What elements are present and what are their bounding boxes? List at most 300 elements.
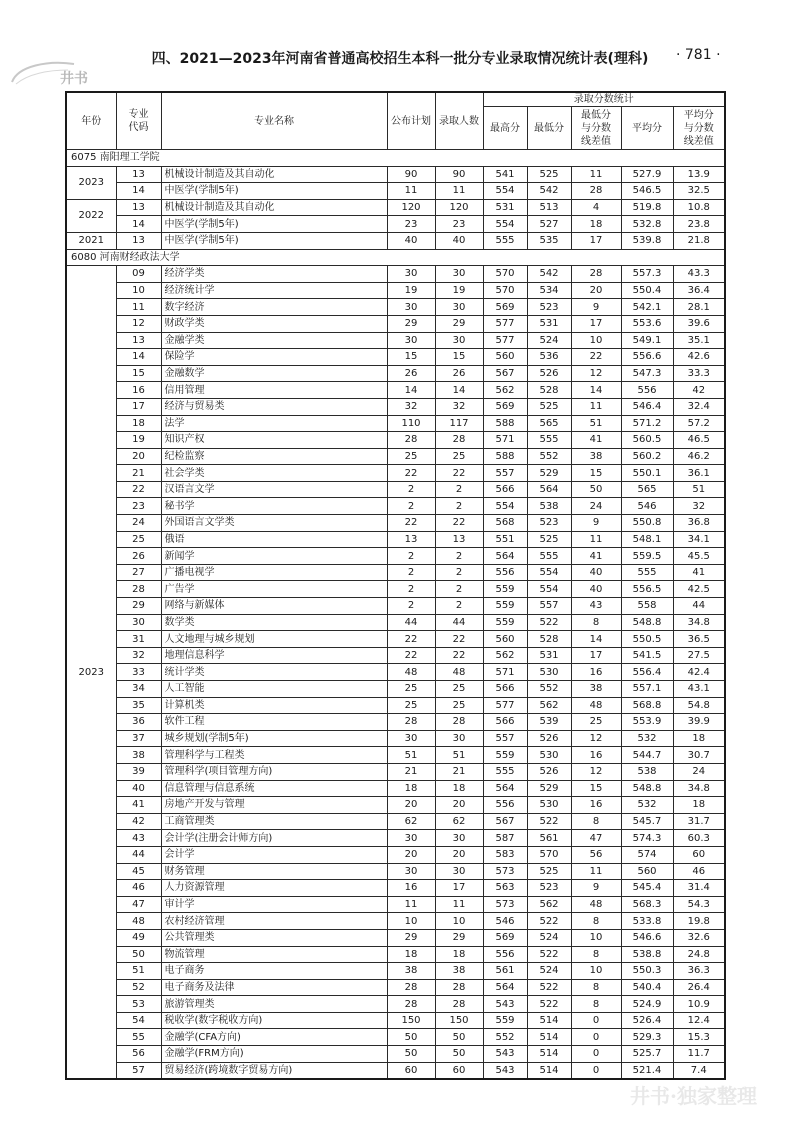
code-cell: 14 [116,216,161,233]
avg-diff-cell: 32 [673,498,725,515]
year-cell: 2021 [66,232,116,249]
major-name-cell: 广播电视学 [161,564,387,581]
max-score-cell: 577 [483,332,527,349]
col-min-diff: 最低分与分数线差值 [571,107,621,150]
admitted-cell: 20 [435,797,483,814]
min-score-cell: 522 [527,813,571,830]
admitted-cell: 2 [435,481,483,498]
max-score-cell: 566 [483,681,527,698]
major-name-cell: 外国语言文学类 [161,515,387,532]
max-score-cell: 571 [483,432,527,449]
major-name-cell: 软件工程 [161,714,387,731]
plan-cell: 25 [387,697,435,714]
table-row [66,531,725,548]
admitted-cell: 22 [435,647,483,664]
table-row [66,1062,725,1079]
avg-score-cell: 524.9 [621,996,673,1013]
max-score-cell: 543 [483,1062,527,1079]
code-cell: 20 [116,448,161,465]
table-row [66,996,725,1013]
major-name-cell: 保险学 [161,349,387,366]
min-score-cell: 528 [527,382,571,399]
admitted-cell: 13 [435,531,483,548]
min-diff-cell: 8 [571,614,621,631]
admitted-cell: 30 [435,863,483,880]
major-name-cell: 中医学(学制5年) [161,232,387,249]
avg-diff-cell: 11.7 [673,1046,725,1063]
plan-cell: 50 [387,1046,435,1063]
max-score-cell: 567 [483,813,527,830]
min-diff-cell: 10 [571,332,621,349]
table-row [66,747,725,764]
avg-score-cell: 549.1 [621,332,673,349]
table-row [66,730,725,747]
code-cell: 45 [116,863,161,880]
min-score-cell: 526 [527,730,571,747]
code-cell: 17 [116,398,161,415]
max-score-cell: 531 [483,199,527,216]
table-row [66,548,725,565]
avg-score-cell: 556.4 [621,664,673,681]
avg-score-cell: 550.8 [621,515,673,532]
avg-score-cell: 542.1 [621,299,673,316]
table-row [66,913,725,930]
min-diff-cell: 40 [571,564,621,581]
plan-cell: 60 [387,1062,435,1079]
admitted-cell: 2 [435,598,483,615]
avg-score-cell: 538.8 [621,946,673,963]
min-score-cell: 523 [527,880,571,897]
code-cell: 12 [116,315,161,332]
avg-score-cell: 538 [621,763,673,780]
max-score-cell: 556 [483,946,527,963]
avg-score-cell: 529.3 [621,1029,673,1046]
avg-score-cell: 574 [621,846,673,863]
admitted-cell: 23 [435,216,483,233]
min-diff-cell: 8 [571,946,621,963]
admitted-cell: 60 [435,1062,483,1079]
plan-cell: 18 [387,946,435,963]
min-score-cell: 570 [527,846,571,863]
col-name: 专业名称 [161,92,387,150]
code-cell: 11 [116,299,161,316]
major-name-cell: 经济与贸易类 [161,398,387,415]
max-score-cell: 556 [483,797,527,814]
min-score-cell: 564 [527,481,571,498]
plan-cell: 19 [387,282,435,299]
min-score-cell: 525 [527,863,571,880]
min-score-cell: 526 [527,365,571,382]
col-admitted: 录取人数 [435,92,483,150]
major-name-cell: 贸易经济(跨境数字贸易方向) [161,1062,387,1079]
code-cell: 14 [116,349,161,366]
code-cell: 40 [116,780,161,797]
admitted-cell: 120 [435,199,483,216]
admitted-cell: 19 [435,282,483,299]
table-row [66,581,725,598]
plan-cell: 2 [387,598,435,615]
major-name-cell: 统计学类 [161,664,387,681]
min-diff-cell: 0 [571,1029,621,1046]
admitted-cell: 117 [435,415,483,432]
plan-cell: 13 [387,531,435,548]
col-min: 最低分 [527,107,571,150]
avg-score-cell: 532.8 [621,216,673,233]
admitted-cell: 18 [435,946,483,963]
admitted-cell: 29 [435,929,483,946]
avg-score-cell: 553.6 [621,315,673,332]
admitted-cell: 50 [435,1029,483,1046]
min-score-cell: 524 [527,929,571,946]
min-diff-cell: 8 [571,979,621,996]
avg-diff-cell: 39.9 [673,714,725,731]
table-row [66,282,725,299]
max-score-cell: 564 [483,979,527,996]
min-diff-cell: 11 [571,531,621,548]
table-body [66,150,725,1080]
avg-diff-cell: 19.8 [673,913,725,930]
avg-score-cell: 574.3 [621,830,673,847]
admitted-cell: 44 [435,614,483,631]
major-name-cell: 汉语言文学 [161,481,387,498]
col-avg: 平均分 [621,107,673,150]
avg-diff-cell: 33.3 [673,365,725,382]
avg-diff-cell: 46 [673,863,725,880]
code-cell: 23 [116,498,161,515]
min-diff-cell: 12 [571,365,621,382]
admitted-cell: 2 [435,581,483,598]
max-score-cell: 573 [483,896,527,913]
table-row [66,465,725,482]
avg-score-cell: 550.4 [621,282,673,299]
admitted-cell: 30 [435,830,483,847]
max-score-cell: 577 [483,315,527,332]
table-row [66,929,725,946]
code-cell: 37 [116,730,161,747]
plan-cell: 32 [387,398,435,415]
min-diff-cell: 17 [571,647,621,664]
min-score-cell: 523 [527,299,571,316]
plan-cell: 22 [387,465,435,482]
major-name-cell: 旅游管理类 [161,996,387,1013]
min-score-cell: 535 [527,232,571,249]
major-name-cell: 会计学(注册会计师方向) [161,830,387,847]
min-diff-cell: 10 [571,963,621,980]
min-diff-cell: 16 [571,797,621,814]
major-name-cell: 管理科学与工程类 [161,747,387,764]
min-diff-cell: 38 [571,448,621,465]
avg-diff-cell: 34.1 [673,531,725,548]
major-name-cell: 财政学类 [161,315,387,332]
min-diff-cell: 51 [571,415,621,432]
min-score-cell: 523 [527,515,571,532]
code-cell: 16 [116,382,161,399]
institution-row [66,150,725,167]
min-diff-cell: 24 [571,498,621,515]
table-row [66,315,725,332]
max-score-cell: 559 [483,1012,527,1029]
major-name-cell: 房地产开发与管理 [161,797,387,814]
avg-diff-cell: 54.3 [673,896,725,913]
major-name-cell: 电子商务及法律 [161,979,387,996]
min-diff-cell: 9 [571,515,621,532]
admitted-cell: 25 [435,681,483,698]
min-score-cell: 528 [527,631,571,648]
admitted-cell: 40 [435,232,483,249]
major-name-cell: 金融学(CFA方向) [161,1029,387,1046]
avg-score-cell: 519.8 [621,199,673,216]
max-score-cell: 541 [483,166,527,183]
plan-cell: 30 [387,332,435,349]
plan-cell: 28 [387,979,435,996]
table-row [66,432,725,449]
major-name-cell: 中医学(学制5年) [161,183,387,200]
table-row [66,199,725,216]
major-name-cell: 人力资源管理 [161,880,387,897]
max-score-cell: 566 [483,481,527,498]
plan-cell: 48 [387,664,435,681]
min-score-cell: 522 [527,979,571,996]
logo-text: 井书 [60,71,88,87]
table-row [66,763,725,780]
admitted-cell: 30 [435,332,483,349]
min-score-cell: 522 [527,614,571,631]
code-cell: 32 [116,647,161,664]
max-score-cell: 588 [483,448,527,465]
major-name-cell: 社会学类 [161,465,387,482]
avg-score-cell: 526.4 [621,1012,673,1029]
avg-diff-cell: 41 [673,564,725,581]
max-score-cell: 559 [483,598,527,615]
plan-cell: 18 [387,780,435,797]
col-year: 年份 [66,92,116,150]
plan-cell: 40 [387,232,435,249]
plan-cell: 2 [387,581,435,598]
code-cell: 33 [116,664,161,681]
min-diff-cell: 41 [571,432,621,449]
min-score-cell: 542 [527,266,571,283]
admitted-cell: 18 [435,780,483,797]
min-score-cell: 522 [527,913,571,930]
min-score-cell: 552 [527,681,571,698]
admitted-cell: 10 [435,913,483,930]
code-cell: 13 [116,232,161,249]
table-row [66,664,725,681]
major-name-cell: 审计学 [161,896,387,913]
min-score-cell: 539 [527,714,571,731]
max-score-cell: 561 [483,963,527,980]
admitted-cell: 30 [435,299,483,316]
min-score-cell: 557 [527,598,571,615]
max-score-cell: 560 [483,631,527,648]
page-number: · 781 · [676,47,721,63]
avg-diff-cell: 15.3 [673,1029,725,1046]
table-row [66,946,725,963]
avg-diff-cell: 36.3 [673,963,725,980]
code-cell: 13 [116,332,161,349]
code-cell: 57 [116,1062,161,1079]
avg-score-cell: 568.3 [621,896,673,913]
admitted-cell: 32 [435,398,483,415]
max-score-cell: 569 [483,398,527,415]
major-name-cell: 物流管理 [161,946,387,963]
avg-score-cell: 560 [621,863,673,880]
avg-diff-cell: 36.8 [673,515,725,532]
table-row [66,1029,725,1046]
avg-score-cell: 558 [621,598,673,615]
major-name-cell: 城乡规划(学制5年) [161,730,387,747]
col-score-group: 录取分数统计 [483,92,725,107]
plan-cell: 21 [387,763,435,780]
admission-table [65,91,726,1080]
admitted-cell: 28 [435,979,483,996]
avg-diff-cell: 31.7 [673,813,725,830]
plan-cell: 30 [387,299,435,316]
plan-cell: 20 [387,797,435,814]
avg-diff-cell: 13.9 [673,166,725,183]
avg-score-cell: 559.5 [621,548,673,565]
min-diff-cell: 41 [571,548,621,565]
code-cell: 27 [116,564,161,581]
admitted-cell: 2 [435,548,483,565]
max-score-cell: 559 [483,747,527,764]
min-score-cell: 525 [527,166,571,183]
min-diff-cell: 15 [571,465,621,482]
plan-cell: 30 [387,266,435,283]
plan-cell: 90 [387,166,435,183]
max-score-cell: 562 [483,382,527,399]
min-score-cell: 529 [527,465,571,482]
avg-diff-cell: 32.4 [673,398,725,415]
max-score-cell: 543 [483,996,527,1013]
institution-row [66,249,725,266]
major-name-cell: 计算机类 [161,697,387,714]
table-row [66,515,725,532]
code-cell: 44 [116,846,161,863]
major-name-cell: 税收学(数字税收方向) [161,1012,387,1029]
min-score-cell: 524 [527,332,571,349]
admitted-cell: 22 [435,631,483,648]
min-diff-cell: 11 [571,863,621,880]
major-name-cell: 中医学(学制5年) [161,216,387,233]
table-row [66,963,725,980]
min-diff-cell: 12 [571,763,621,780]
max-score-cell: 556 [483,564,527,581]
table-row [66,614,725,631]
min-diff-cell: 9 [571,299,621,316]
min-score-cell: 554 [527,581,571,598]
avg-diff-cell: 18 [673,730,725,747]
max-score-cell: 555 [483,232,527,249]
code-cell: 49 [116,929,161,946]
major-name-cell: 金融学(FRM方向) [161,1046,387,1063]
plan-cell: 20 [387,846,435,863]
avg-diff-cell: 36.5 [673,631,725,648]
min-diff-cell: 12 [571,730,621,747]
avg-score-cell: 545.4 [621,880,673,897]
code-cell: 25 [116,531,161,548]
table-row [66,365,725,382]
code-cell: 15 [116,365,161,382]
admitted-cell: 2 [435,498,483,515]
year-cell: 2023 [66,166,116,199]
max-score-cell: 568 [483,515,527,532]
min-diff-cell: 11 [571,398,621,415]
min-diff-cell: 56 [571,846,621,863]
code-cell: 46 [116,880,161,897]
max-score-cell: 588 [483,415,527,432]
avg-score-cell: 540.4 [621,979,673,996]
table-row [66,647,725,664]
min-score-cell: 538 [527,498,571,515]
col-avg-diff: 平均分与分数线差值 [673,107,725,150]
major-name-cell: 俄语 [161,531,387,548]
col-plan: 公布计划 [387,92,435,150]
avg-score-cell: 546.5 [621,183,673,200]
code-cell: 41 [116,797,161,814]
avg-score-cell: 547.3 [621,365,673,382]
min-diff-cell: 4 [571,199,621,216]
code-cell: 21 [116,465,161,482]
plan-cell: 2 [387,548,435,565]
table-row [66,797,725,814]
admitted-cell: 25 [435,448,483,465]
min-diff-cell: 17 [571,315,621,332]
institution-name: 6075 南阳理工学院 [66,150,725,167]
table-row [66,697,725,714]
major-name-cell: 会计学 [161,846,387,863]
admitted-cell: 30 [435,266,483,283]
avg-diff-cell: 42.6 [673,349,725,366]
plan-cell: 16 [387,880,435,897]
code-cell: 31 [116,631,161,648]
admitted-cell: 28 [435,432,483,449]
plan-cell: 14 [387,382,435,399]
avg-diff-cell: 28.1 [673,299,725,316]
institution-name: 6080 河南财经政法大学 [66,249,725,266]
avg-score-cell: 550.5 [621,631,673,648]
table-row [66,382,725,399]
min-diff-cell: 43 [571,598,621,615]
avg-diff-cell: 35.1 [673,332,725,349]
max-score-cell: 554 [483,216,527,233]
min-diff-cell: 48 [571,896,621,913]
avg-score-cell: 556 [621,382,673,399]
admitted-cell: 38 [435,963,483,980]
plan-cell: 11 [387,896,435,913]
min-diff-cell: 14 [571,382,621,399]
avg-diff-cell: 10.9 [673,996,725,1013]
avg-score-cell: 521.4 [621,1062,673,1079]
avg-diff-cell: 7.4 [673,1062,725,1079]
col-code: 专业代码 [116,92,161,150]
avg-score-cell: 545.7 [621,813,673,830]
avg-score-cell: 560.5 [621,432,673,449]
code-cell: 13 [116,199,161,216]
code-cell: 53 [116,996,161,1013]
code-cell: 09 [116,266,161,283]
major-name-cell: 经济学类 [161,266,387,283]
max-score-cell: 559 [483,614,527,631]
major-name-cell: 新闻学 [161,548,387,565]
max-score-cell: 573 [483,863,527,880]
avg-diff-cell: 44 [673,598,725,615]
avg-diff-cell: 46.2 [673,448,725,465]
max-score-cell: 570 [483,282,527,299]
min-diff-cell: 28 [571,266,621,283]
avg-score-cell: 539.8 [621,232,673,249]
plan-cell: 120 [387,199,435,216]
